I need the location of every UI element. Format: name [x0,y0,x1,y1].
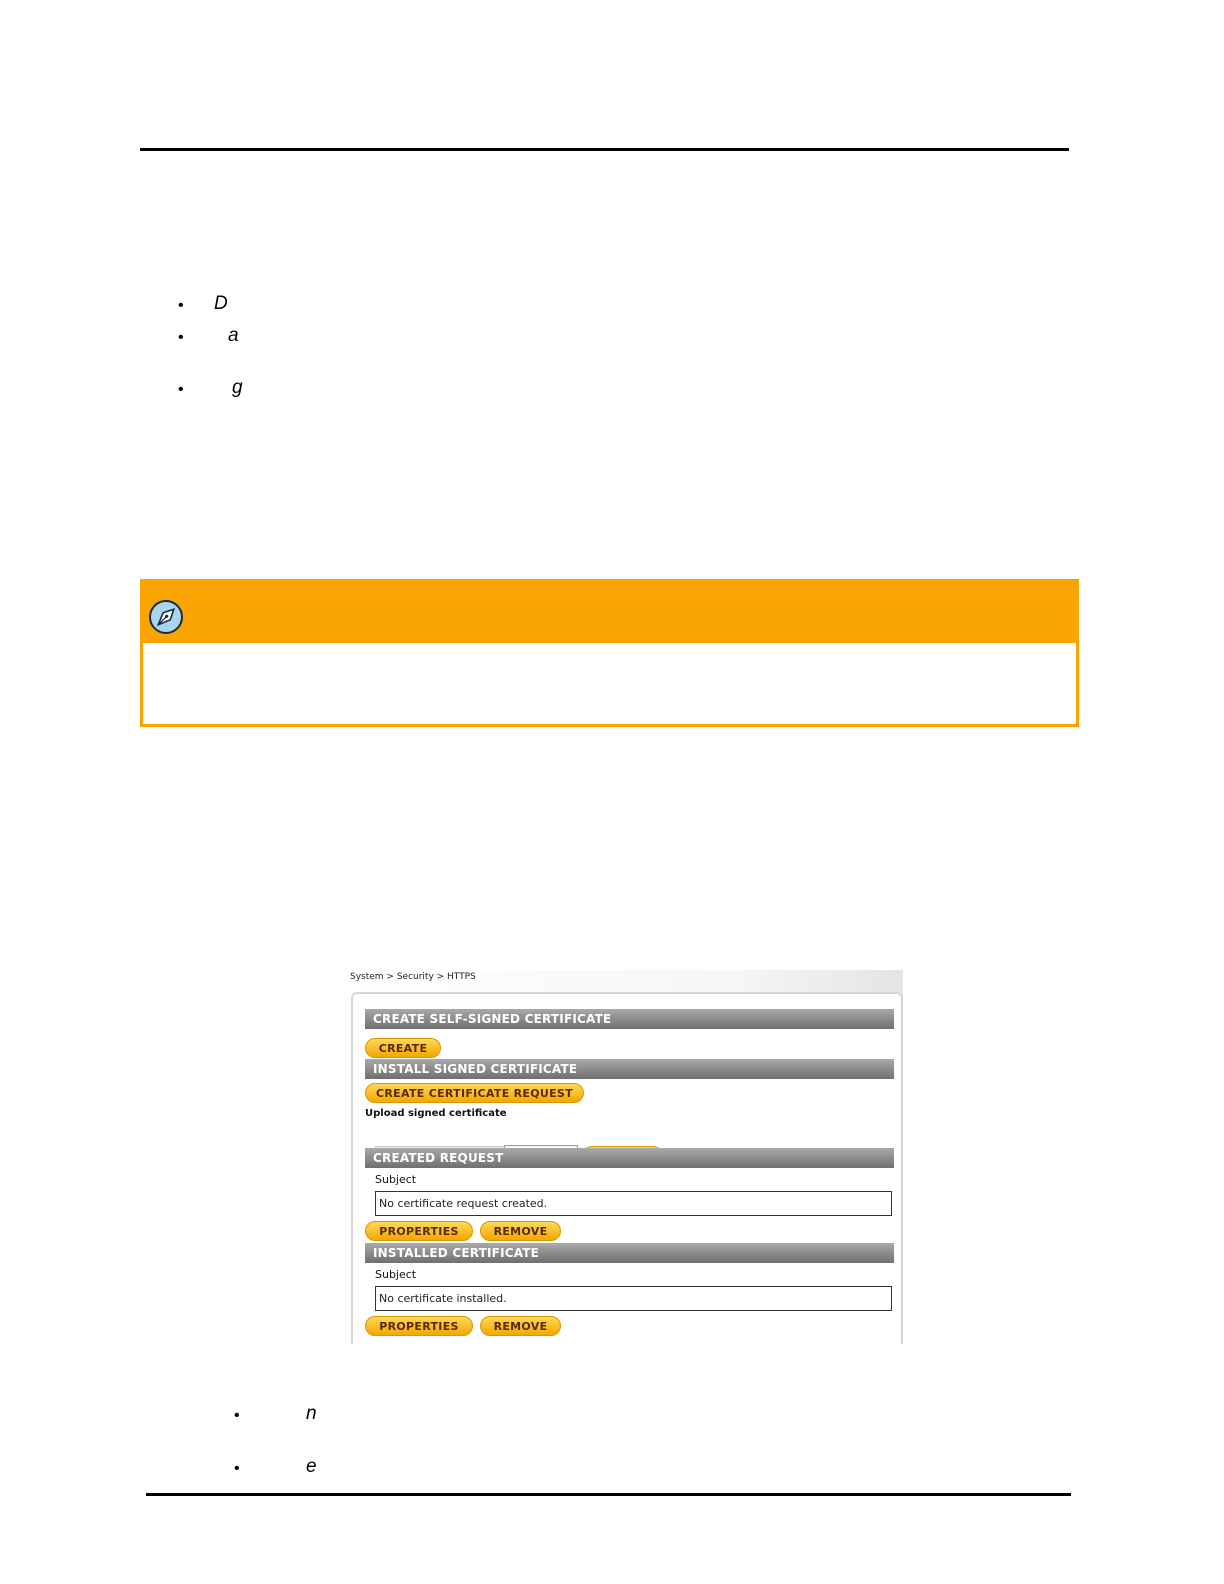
https-settings-screenshot [346,970,903,1344]
bullet-mark: • [234,1460,240,1477]
bullet-mark: • [178,329,184,346]
section-created-request: CREATED REQUEST [365,1148,894,1168]
section-create-self-signed: CREATE SELF-SIGNED CERTIFICATE [365,1009,894,1029]
create-button[interactable]: CREATE [365,1038,441,1058]
bullet-text: a [228,325,239,346]
breadcrumb: System > Security > HTTPS [350,972,476,982]
subject-label: Subject [375,1268,417,1281]
header-rule [140,148,1069,151]
bullet-text: e [306,1456,317,1477]
subject-label: Subject [375,1173,417,1186]
pen-nib-icon [148,599,184,635]
created-request-subject-field: No certificate request created. [375,1191,892,1216]
section-installed-certificate: INSTALLED CERTIFICATE [365,1243,894,1263]
upload-label: Upload signed certificate [365,1108,507,1119]
note-header [140,579,1079,643]
remove-button[interactable]: REMOVE [480,1316,561,1336]
note-callout [140,579,1079,727]
section-install-signed: INSTALL SIGNED CERTIFICATE [365,1059,894,1079]
remove-button[interactable]: REMOVE [480,1221,561,1241]
create-certificate-request-button[interactable]: CREATE CERTIFICATE REQUEST [365,1083,584,1103]
bullet-mark: • [234,1407,240,1424]
properties-button[interactable]: PROPERTIES [365,1316,473,1336]
bullet-mark: • [178,381,184,398]
footer-rule [146,1493,1071,1496]
installed-certificate-subject-field: No certificate installed. [375,1286,892,1311]
bullet-text: g [232,377,243,398]
bullet-mark: • [178,297,184,314]
bullet-text: D [214,293,228,314]
bullet-text: n [306,1403,317,1424]
https-panel [351,992,903,1344]
properties-button[interactable]: PROPERTIES [365,1221,473,1241]
